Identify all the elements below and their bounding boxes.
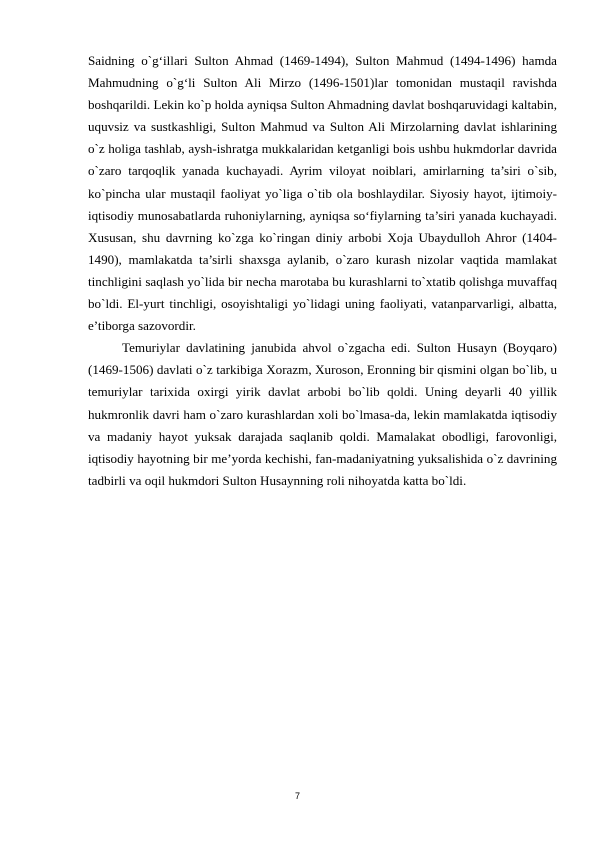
- body-text: [88, 50, 557, 492]
- paragraph-2: Temuriylar davlatining janubida ahvol o`zgacha edi. Sulton Husayn (Boyqaro) (1469-1506) davlati o`z tarkibiga Xorazm, Xuroson, Eronning bir qismini olgan bo`lib, u temuriylar tarixida oxirgi yirik davlat arbobi bo`lib qoldi. Uning deyarli 40 yillik hukmronlik davri ham o`zaro kurashlardan xoli bo`lmasa-da, lekin mamlakatda iqtisodiy va madaniy hayot yuksak darajada saqlanib qoldi. Mamalakat obodligi, farovonligi, iqtisodiy hayotning bir me’yorda kechishi, fan-madaniyatning yuksalishida o`z davrining tadbirli va oqil hukmdori Sulton Husaynning roli nihoyatda katta bo`ldi.: [88, 340, 557, 488]
- paragraph-1: Saidning o`g‘illari Sulton Ahmad (1469-1494), Sulton Mahmud (1494-1496) hamda Mahmudning o`g‘li Sulton Ali Mirzo (1496-1501)lar tomonidan mustaqil ravishda boshqarildi. Lekin ko`p holda ayniqsa Sulton Ahmadning davlat boshqaruvidagi kaltabin, uquvsiz va sustkashligi, Sulton Mahmud va Sulton Ali Mirzolarning davlat ishlarining o`z holiga tashlab, aysh-ishratga mukkalaridan ketganligi bois ushbu hukmdorlar davrida o`zaro tarqoqlik yanada kuchayadi. Ayrim viloyat noiblari, amirlarning ta’siri o`sib, ko`pincha ular mustaqil faoliyat yo`liga o`tib ola boshlaydilar. Siyosiy hayot, ijtimoiy-iqtisodiy munosabatlarda ruhoniylarning, ayniqsa so‘fiylarning ta’siri yanada kuchayadi. Xususan, shu davrning ko`zga ko`ringan diniy arbobi Xoja Ubaydulloh Ahror (1404-1490), mamlakatda ta’sirli shaxsga aylanib, o`zaro kurash nizolar vaqtida mamlakat tinchligini saqlash yo`lida bir necha marotaba bu kurashlarni to`xtatib qolishga muvaffaq bo`ldi. El-yurt tinchligi, osoyishtaligi yo`lidagi uning faoliyati, vatanparvarligi, albatta, e’tiborga sazovordir.: [88, 53, 557, 334]
- page-number: 7: [294, 791, 300, 801]
